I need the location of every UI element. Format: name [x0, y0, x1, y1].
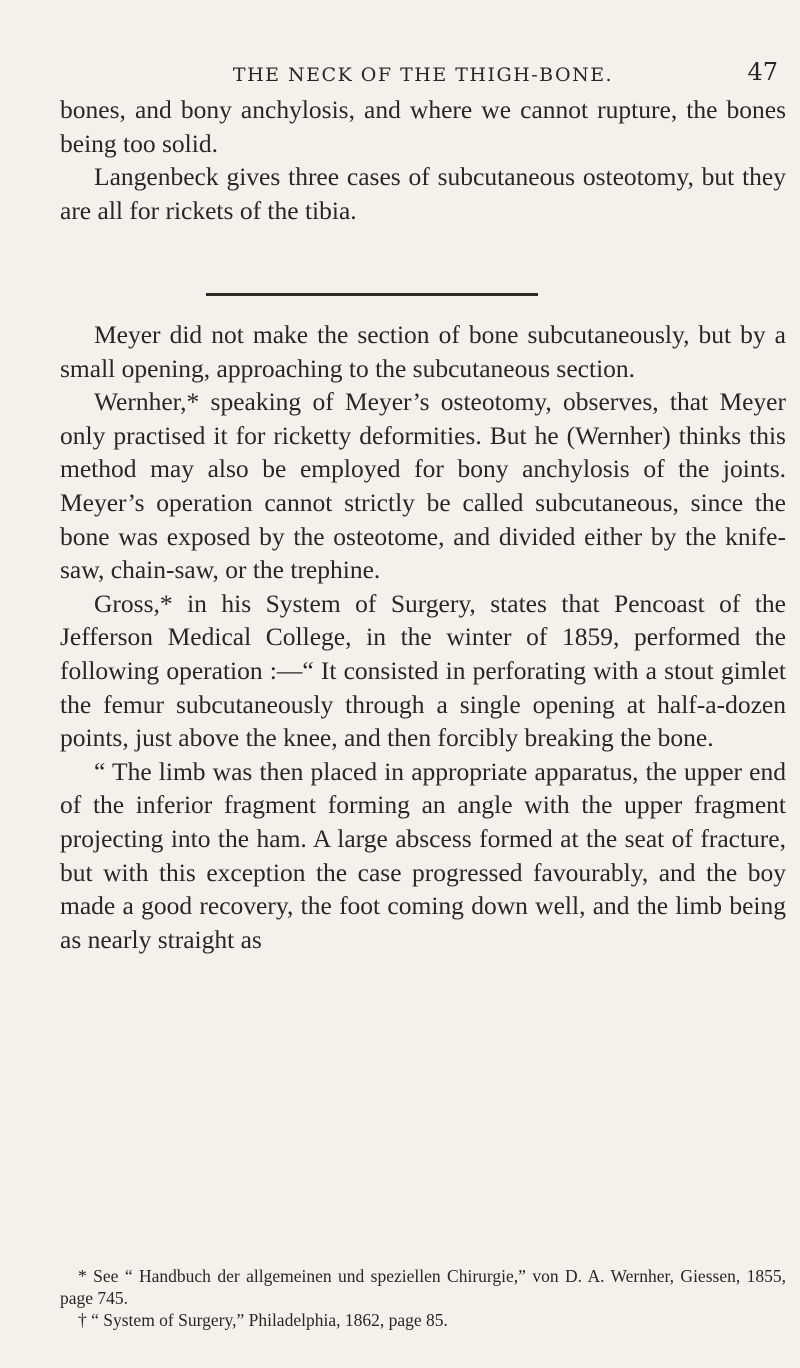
running-head: THE NECK OF THE THIGH-BONE.	[232, 64, 614, 86]
page-header	[60, 58, 786, 92]
paragraph-meyer: Meyer did not make the section of bone subcutaneously, but by a small opening, approaching to the subcutaneous section.	[60, 320, 786, 383]
paragraph-continuation: bones, and bony anchylosis, and where we cannot rupture, the bones being too solid.	[60, 95, 786, 158]
paragraph-langenbeck: Langenbeck gives three cases of subcutaneous osteotomy, but they are all for rickets of the tibia.	[60, 162, 786, 225]
footnote-2: † “ System of Surgery,” Philadelphia, 1862, page 85.	[78, 1310, 448, 1330]
paragraph-gross: Gross,* in his System of Surgery, states that Pencoast of the Jefferson Medical College, in the winter of 1859, performed the following operation :—“ It consisted in perforating with a stout gimlet the femur subcutaneously through a single opening at half-a-dozen points, just above the knee, and then forcibly breaking the bone.	[60, 588, 786, 753]
text-block-top	[60, 93, 786, 227]
paragraph-wernher: Wernher,* speaking of Meyer’s osteotomy, observes, that Meyer only practised it for ricketty deformities. But he (Wernher) thinks this method may also be employed for bony anchylosis of the joints. Meyer’s operation cannot strictly be called subcutaneous, since the bone was exposed by the osteotome, and divided either by the knife-saw, chain-saw, or the trephine.	[60, 387, 786, 585]
page-number: 47	[747, 58, 778, 86]
footnotes	[60, 1265, 786, 1331]
section-divider	[206, 293, 538, 296]
footnote-1: * See “ Handbuch der allgemeinen und speziellen Chirurgie,” von D. A. Wernher, Giessen, 1855, page 745.	[60, 1266, 786, 1308]
text-block-main	[60, 318, 786, 956]
paragraph-limb: “ The limb was then placed in appropriate apparatus, the upper end of the inferior fragment forming an angle with the upper fragment projecting into the ham. A large abscess formed at the seat of fracture, but with this exception the case progressed favourably, and the boy made a good recovery, the foot coming down well, and the limb being as nearly straight as	[60, 756, 786, 954]
